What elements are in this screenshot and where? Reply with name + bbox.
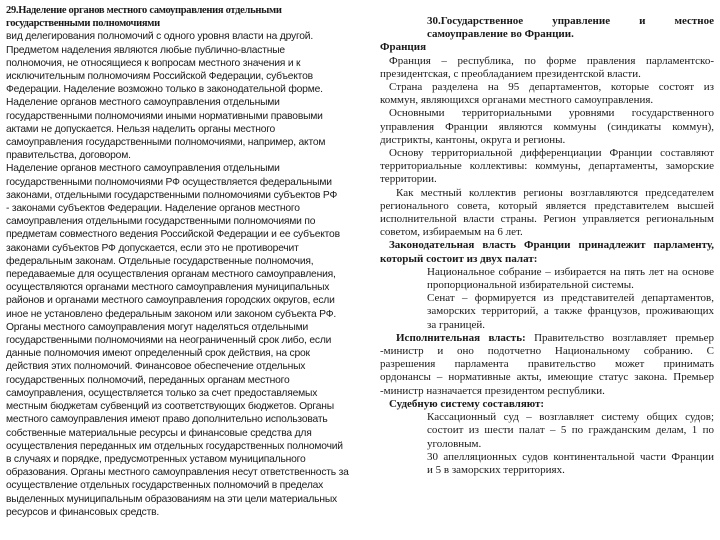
text-line: заморских территорий, а также французов, проживающих [427, 305, 714, 318]
text-line: управления Франции являются коммуны (синдикаты коммун), [380, 120, 714, 133]
text-line: который состоит из двух палат: [380, 252, 538, 265]
text-line: районов и органами местного самоуправления городских округов, если [6, 295, 335, 307]
section-title-30 [380, 15, 714, 41]
text-line: Страна разделена на 95 департаментов, которые состоят из [389, 81, 714, 94]
text-line: предметам совместного ведения Российской Федерации и ее субъектов [6, 229, 340, 241]
text-line: дистрикты, кантоны, округа и регионы. [380, 133, 566, 146]
text-line: самоуправления, осуществляется только за счет предоставляемых [6, 387, 318, 399]
text-line: территориальные коллективы: коммуны, департаменты, заморские [380, 160, 714, 173]
left-column-question-29 [6, 4, 372, 519]
paragraph [380, 239, 714, 265]
text-line: полномочия, не относящиеся к вопросам местного значения и к [6, 57, 301, 69]
paragraph [380, 107, 714, 147]
text-line: местным бюджетам субвенций из соответствующих бюджетов. Органы [6, 401, 334, 413]
text-line: данные полномочия имеют определенный срок действия, на срок [6, 348, 310, 360]
text-line: образования. Органы местного самоуправления несут ответственность за [6, 467, 349, 479]
text-line: самоуправления отдельными государственными полномочиями по [6, 216, 316, 228]
text-line: президентская, с преобладанием президентской власти. [380, 67, 641, 80]
text-line: Законодательная власть Франции принадлежит парламенту, [389, 239, 714, 252]
text-line: Сенат – формируется из представителей департаментов, [427, 292, 714, 305]
text-line: исполнительной власти страны. Регион управляется региональным [380, 213, 714, 226]
text-line: коммун, являющихся органами местного самоуправления. [380, 94, 654, 107]
text-line: Основными территориальными уровнями государственного [389, 107, 714, 120]
text-line: Предметом наделения являются любые публично-властные [6, 44, 285, 56]
text-line: регионального совета, который является представителем высшей [380, 199, 714, 212]
section-heading [380, 41, 714, 54]
text-line: разрешения парламента правительство может принимать [380, 358, 714, 371]
text-line: осуществления переданных им отдельных государственных полномочий [6, 440, 343, 452]
paragraph [380, 81, 714, 107]
paragraph [380, 55, 714, 81]
text-line: за границей. [427, 318, 486, 331]
text-line: осуществляются органами местного самоуправления муниципальных [6, 282, 330, 294]
bold-lead: Исполнительная власть: [396, 331, 526, 344]
text-line: Кассационный суд – возглавляет систему общих судов; [427, 411, 714, 424]
text-line: 30 апелляционных судов континентальной части Франции [427, 450, 714, 463]
paragraph [380, 187, 714, 240]
text-line: 30.Государственное управление и местное [427, 15, 714, 27]
title-line: государственными полномочиями [6, 18, 160, 30]
text-line: пропорциональной избирательной системы. [427, 279, 634, 292]
list-item [380, 411, 714, 451]
text-line: Федерации. Наделение возможно только в законодательной форме. [6, 84, 323, 96]
text-line: территории. [380, 173, 437, 186]
text-line: исключительным полномочиям Российской Федерации, субъектов [6, 71, 313, 83]
text-line: выделенных муниципальным образованиям на эти цели материальных [6, 493, 337, 505]
list-item [380, 266, 714, 292]
text-line: ресурсов и финансовых средств. [6, 506, 160, 518]
text-line: законами, отдельными государственными полномочиями субъектов РФ [6, 189, 338, 201]
section-title-29 [6, 4, 372, 30]
text-line: государственных полномочий, переданных органам местного [6, 374, 290, 386]
text-line: - законами субъектов Федерации. Наделение органов местного [6, 203, 300, 215]
text-line: актами не допускается. Нельзя наделить органы местного [6, 123, 276, 135]
title-line: 29.Наделение органов местного самоуправления отдельными [6, 5, 282, 16]
text-line: действия этих полномочий. Финансовое обеспечение отдельных [6, 361, 306, 373]
text-line: вид делегирования полномочий с одного уровня власти на другой. [6, 31, 314, 43]
text-line: состоит из шести палат – 5 по гражданским делам, 1 по [427, 424, 714, 437]
text-line: Судебную систему составляют: [389, 397, 545, 410]
text-line: Органы местного самоуправления могут наделяться отдельными [6, 321, 309, 333]
text-line: уголовным. [427, 437, 482, 450]
text-line: государственными полномочиями иными нормативными правовыми [6, 110, 323, 122]
text-line: государственными полномочиями РФ осуществляется федеральными [6, 176, 332, 188]
text-line: иное не установлено федеральным законом или законом субъекта РФ. [6, 308, 336, 320]
text-line: Наделение органов местного самоуправления отдельными [6, 97, 280, 109]
text-line: собственные материальные ресурсы и финансовые средства для [6, 427, 312, 439]
text-line: Основу территориальной дифференциации Франции составляют [389, 147, 714, 160]
right-column-question-30 [380, 15, 714, 477]
line-text: Правительство возглавляет премьер [525, 331, 714, 344]
paragraph [380, 332, 714, 398]
list-item [380, 292, 714, 332]
text-line: правительства, договором. [6, 150, 131, 162]
text-line: осуществление отдельных государственных полномочий в пределах [6, 480, 324, 492]
text-line: советом, избираемым на 6 лет. [380, 226, 523, 239]
text-line: Франция [380, 41, 427, 54]
section-body-29 [6, 30, 372, 519]
list-item [380, 451, 714, 477]
text-line: ордонансы – нормативные акты, имеющие статус закона. Премьер [380, 371, 714, 384]
text-line: -министр назначается президентом республики. [380, 384, 605, 397]
text-line: -министр и оно подотчетно Национальному собранию. С [380, 345, 714, 358]
text-line [380, 332, 714, 345]
text-line: в случаях и порядке, предусмотренных уставом муниципального [6, 453, 306, 465]
text-line: Национальное собрание – избирается на пять лет на основе [427, 265, 714, 278]
text-line: передаваемые для осуществления органам местного самоуправления, [6, 269, 336, 281]
text-line: Как местный коллектив регионы возглавляются председателем [396, 186, 714, 199]
text-line: Наделение органов местного самоуправления отдельными [6, 163, 280, 175]
text-line: местного самоуправления имеют право дополнительно использовать [6, 414, 328, 426]
text-line: федеральным законам. Отдельные государственные полномочия, [6, 255, 314, 267]
text-line: самоуправления государственными полномочиями, например, актом [6, 137, 326, 149]
text-line: законами субъектов РФ допускается, если это не противоречит [6, 242, 299, 254]
paragraph [380, 398, 714, 411]
text-line: Франция – республика, по форме правления парламентско- [389, 54, 714, 67]
paragraph [380, 147, 714, 187]
text-line: самоуправление во Франции. [427, 28, 574, 41]
text-line: государственными полномочиями на неограниченный срок либо, если [6, 335, 332, 347]
text-line: и 5 в заморских территориях. [427, 463, 565, 476]
